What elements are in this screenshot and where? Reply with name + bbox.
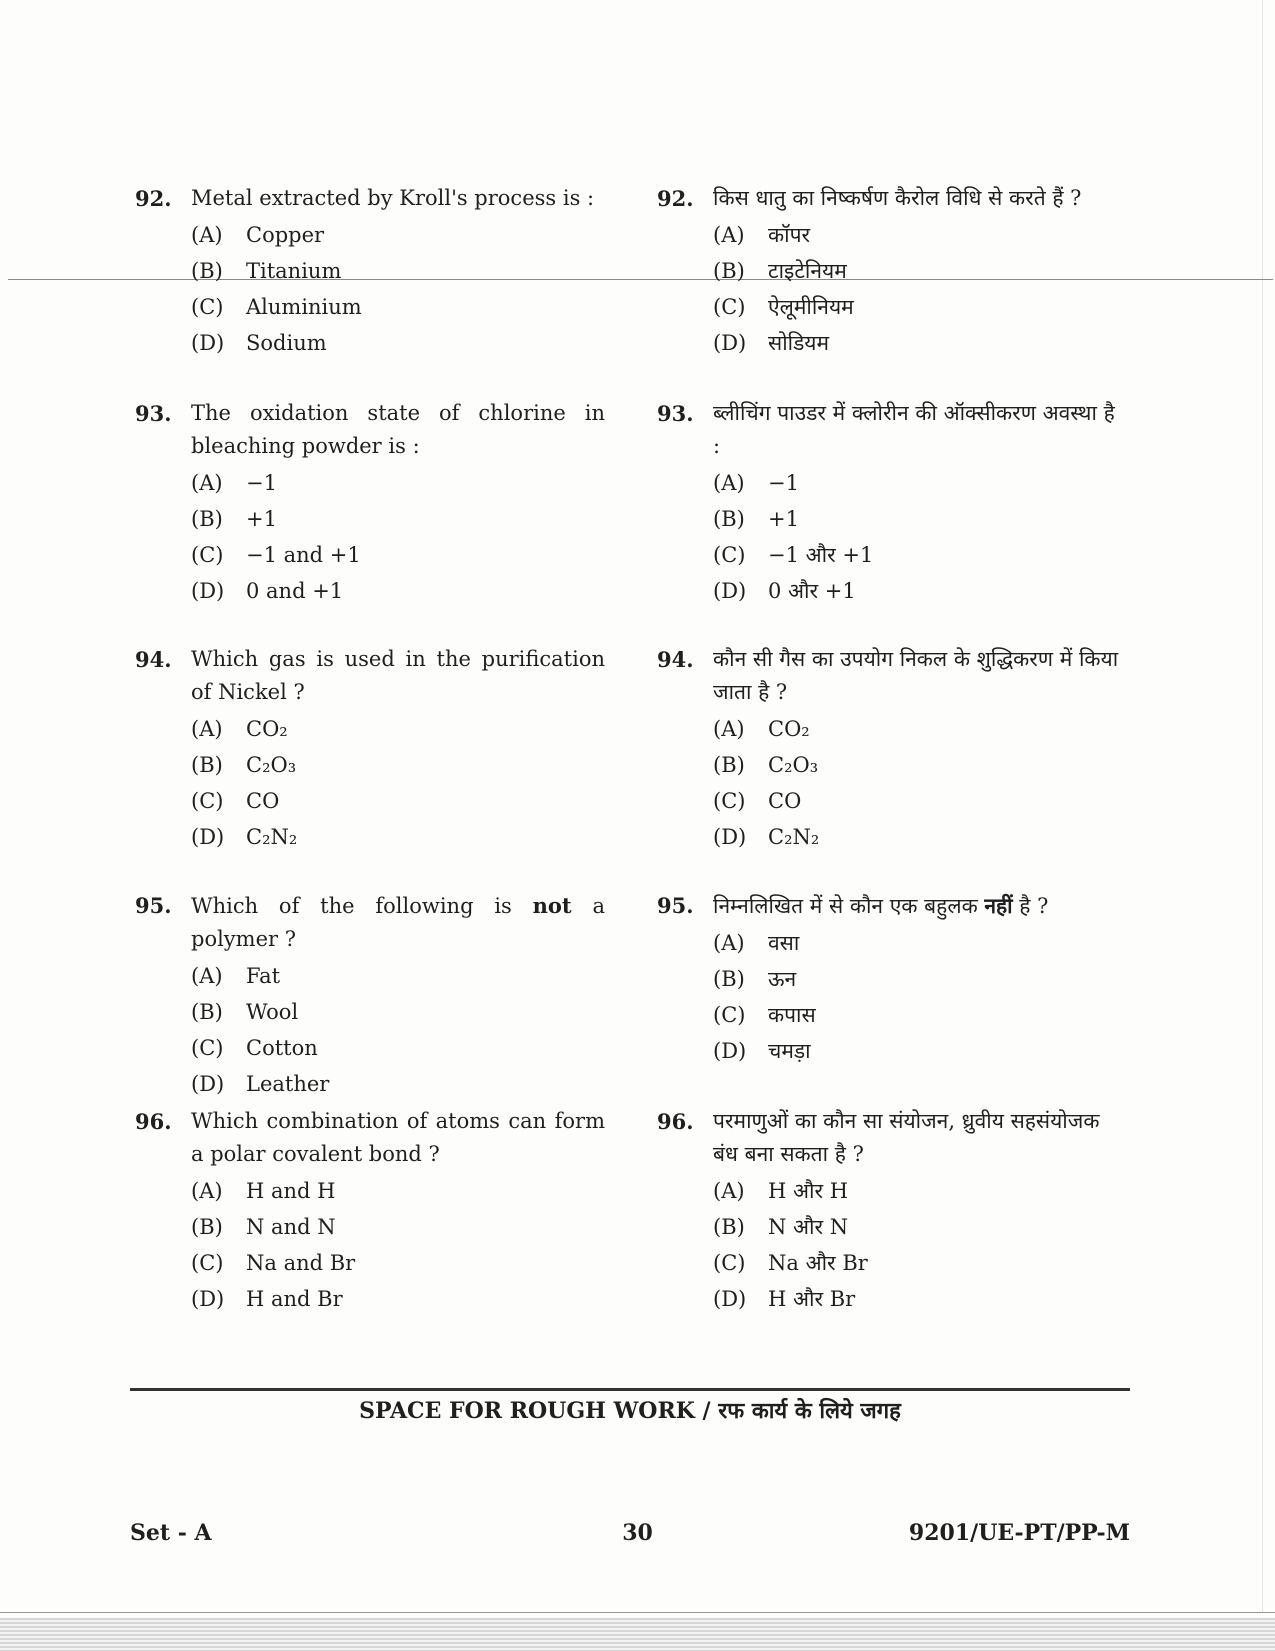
option-text: −1	[246, 471, 277, 495]
option-label: (C)	[713, 789, 746, 813]
option-a	[191, 1173, 605, 1209]
question-text: The oxidation state of chlorine in bleaching powder is :	[191, 401, 605, 458]
option-a	[191, 958, 605, 994]
option-text: +1	[768, 507, 799, 531]
question-text-part: a polymer ?	[191, 894, 605, 951]
options	[191, 217, 605, 361]
options	[713, 1173, 1127, 1317]
options	[191, 1173, 605, 1317]
option-label: (B)	[191, 753, 223, 777]
option-c	[191, 783, 605, 819]
question-number: 95.	[657, 893, 694, 918]
option-c	[191, 1030, 605, 1066]
option-text: Copper	[246, 223, 325, 247]
question-text	[713, 889, 1127, 923]
question-text: Which combination of atoms can form a polar covalent bond ?	[191, 1109, 605, 1166]
option-label: (D)	[191, 579, 225, 603]
rough-work-divider	[130, 1388, 1130, 1391]
scan-bottom-band	[0, 1618, 1275, 1651]
option-label: (A)	[713, 717, 745, 741]
option-label: (C)	[713, 1251, 746, 1275]
option-b	[191, 253, 605, 289]
scan-bottom-line	[0, 1612, 1275, 1613]
option-text: −1	[768, 471, 799, 495]
options	[191, 711, 605, 855]
option-label: (A)	[191, 223, 223, 247]
option-c	[713, 783, 1127, 819]
option-d	[191, 1281, 605, 1317]
option-b	[713, 961, 1127, 997]
question-text-part: निम्नलिखित में से कौन एक बहुलक	[713, 894, 985, 918]
question-text-part: है ?	[1012, 894, 1049, 918]
question-92-en	[135, 182, 605, 397]
option-text: 0 और +1	[768, 579, 856, 603]
option-text: N और N	[768, 1215, 849, 1239]
option-text: H और Br	[768, 1287, 856, 1311]
question-number: 96.	[135, 1109, 172, 1134]
option-text: C₂O₃	[768, 753, 819, 777]
option-text: CO₂	[246, 717, 288, 741]
option-label: (A)	[191, 1179, 223, 1203]
question-number: 93.	[135, 401, 172, 426]
option-text: H और H	[768, 1179, 849, 1203]
option-text: CO₂	[768, 717, 810, 741]
option-text: N and N	[246, 1215, 336, 1239]
option-text: सोडियम	[768, 331, 830, 355]
option-b	[713, 501, 1127, 537]
option-a	[713, 465, 1127, 501]
option-label: (D)	[713, 1287, 747, 1311]
option-text: Sodium	[246, 331, 327, 355]
question-93-hi	[657, 397, 1127, 643]
option-label: (A)	[713, 223, 745, 247]
option-text: वसा	[768, 931, 800, 955]
option-d	[713, 1281, 1127, 1317]
option-b	[191, 1209, 605, 1245]
option-d	[191, 1066, 605, 1102]
option-label: (B)	[191, 1000, 223, 1024]
option-a	[713, 925, 1127, 961]
set-label: Set - A	[130, 1520, 212, 1546]
option-text: Leather	[246, 1072, 330, 1096]
option-c	[713, 289, 1127, 325]
option-label: (C)	[191, 543, 224, 567]
question-text: कौन सी गैस का उपयोग निकल के शुद्धिकरण में किया जाता है ?	[713, 647, 1119, 704]
option-text: Aluminium	[246, 295, 362, 319]
option-label: (A)	[713, 471, 745, 495]
option-label: (D)	[713, 1039, 747, 1063]
option-b	[713, 747, 1127, 783]
option-label: (C)	[191, 789, 224, 813]
option-label: (B)	[713, 967, 745, 991]
paper-code: 9201/UE-PT/PP-M	[908, 1520, 1130, 1546]
option-label: (D)	[191, 1072, 225, 1096]
option-a	[713, 1173, 1127, 1209]
question-94-hi	[657, 643, 1127, 889]
option-text: −1 और +1	[768, 543, 874, 567]
option-text: Wool	[246, 1000, 299, 1024]
question-number: 92.	[657, 186, 694, 211]
option-label: (D)	[713, 825, 747, 849]
option-label: (C)	[191, 295, 224, 319]
option-label: (B)	[713, 1215, 745, 1239]
question-number: 93.	[657, 401, 694, 426]
option-text: 0 and +1	[246, 579, 344, 603]
question-text	[191, 889, 605, 956]
option-text: H and Br	[246, 1287, 343, 1311]
option-c	[191, 537, 605, 573]
option-b	[191, 501, 605, 537]
option-text: C₂N₂	[768, 825, 820, 849]
option-label: (A)	[713, 931, 745, 955]
option-text: Na और Br	[768, 1251, 868, 1275]
option-a	[191, 711, 605, 747]
option-d	[191, 819, 605, 855]
question-text: परमाणुओं का कौन सा संयोजन, ध्रुवीय सहसंयोजक बंध बना सकता है ?	[713, 1109, 1100, 1166]
question-number: 94.	[135, 647, 172, 672]
option-label: (D)	[191, 1287, 225, 1311]
option-label: (C)	[713, 543, 746, 567]
options	[713, 465, 1127, 609]
option-text: C₂N₂	[246, 825, 298, 849]
option-b	[713, 253, 1127, 289]
question-text-emphasis: नहीं	[984, 893, 1013, 918]
option-label: (C)	[713, 295, 746, 319]
question-text-part: Which of the following is	[191, 894, 533, 918]
option-label: (A)	[191, 964, 223, 988]
option-label: (B)	[713, 259, 745, 283]
question-number: 96.	[657, 1109, 694, 1134]
option-text: Titanium	[246, 259, 342, 283]
question-96-en	[135, 1105, 605, 1335]
question-95-en	[135, 889, 605, 1105]
option-b	[191, 994, 605, 1030]
option-label: (B)	[713, 507, 745, 531]
option-a	[713, 711, 1127, 747]
option-b	[191, 747, 605, 783]
options	[713, 711, 1127, 855]
option-label: (D)	[191, 825, 225, 849]
option-text: CO	[768, 789, 802, 813]
option-label: (C)	[191, 1036, 224, 1060]
hindi-column	[657, 182, 1127, 1335]
option-label: (C)	[191, 1251, 224, 1275]
option-c	[713, 1245, 1127, 1281]
option-text: Na and Br	[246, 1251, 356, 1275]
option-c	[191, 289, 605, 325]
options	[191, 465, 605, 609]
option-label: (A)	[191, 717, 223, 741]
option-d	[191, 325, 605, 361]
option-label: (B)	[713, 753, 745, 777]
option-text: C₂O₃	[246, 753, 297, 777]
option-label: (D)	[713, 331, 747, 355]
option-text: ऊन	[768, 967, 797, 991]
option-label: (B)	[191, 259, 223, 283]
option-text: Fat	[246, 964, 281, 988]
options	[713, 217, 1127, 361]
option-c	[713, 537, 1127, 573]
question-text: ब्लीचिंग पाउडर में क्लोरीन की ऑक्सीकरण अवस्था है :	[713, 401, 1115, 458]
option-text: टाइटेनियम	[768, 259, 847, 283]
option-c	[713, 997, 1127, 1033]
option-text: CO	[246, 789, 280, 813]
option-a	[191, 217, 605, 253]
option-text: H and H	[246, 1179, 336, 1203]
question-text: किस धातु का निष्कर्षण कैरोल विधि से करते हैं ?	[713, 186, 1082, 210]
option-label: (A)	[191, 471, 223, 495]
option-a	[191, 465, 605, 501]
question-95-hi	[657, 889, 1127, 1105]
option-text: कॉपर	[768, 223, 811, 247]
option-label: (B)	[191, 1215, 223, 1239]
option-d	[713, 573, 1127, 609]
option-label: (D)	[191, 331, 225, 355]
option-text: −1 and +1	[246, 543, 361, 567]
question-92-hi	[657, 182, 1127, 397]
rough-work-label: SPACE FOR ROUGH WORK / रफ कार्य के लिये जगह	[359, 1398, 901, 1424]
page-edge	[1262, 0, 1263, 1612]
option-text: ऐलूमीनियम	[768, 295, 854, 319]
option-label: (A)	[713, 1179, 745, 1203]
question-93-en	[135, 397, 605, 643]
option-d	[713, 819, 1127, 855]
option-d	[191, 573, 605, 609]
options	[713, 925, 1127, 1069]
option-label: (D)	[713, 579, 747, 603]
option-b	[713, 1209, 1127, 1245]
page-number: 30	[622, 1520, 653, 1546]
option-d	[713, 1033, 1127, 1069]
option-label: (B)	[191, 507, 223, 531]
question-text-emphasis: not	[532, 893, 572, 918]
option-label: (C)	[713, 1003, 746, 1027]
question-94-en	[135, 643, 605, 889]
question-text: Which gas is used in the purification of Nickel ?	[191, 647, 605, 704]
option-text: +1	[246, 507, 277, 531]
question-number: 95.	[135, 893, 172, 918]
option-d	[713, 325, 1127, 361]
option-text: चमड़ा	[768, 1039, 811, 1063]
option-c	[191, 1245, 605, 1281]
option-a	[713, 217, 1127, 253]
option-text: कपास	[768, 1003, 816, 1027]
question-text: Metal extracted by Kroll's process is :	[191, 186, 595, 210]
question-number: 94.	[657, 647, 694, 672]
question-number: 92.	[135, 186, 172, 211]
options	[191, 958, 605, 1102]
question-96-hi	[657, 1105, 1127, 1335]
english-column	[135, 182, 605, 1335]
option-text: Cotton	[246, 1036, 318, 1060]
